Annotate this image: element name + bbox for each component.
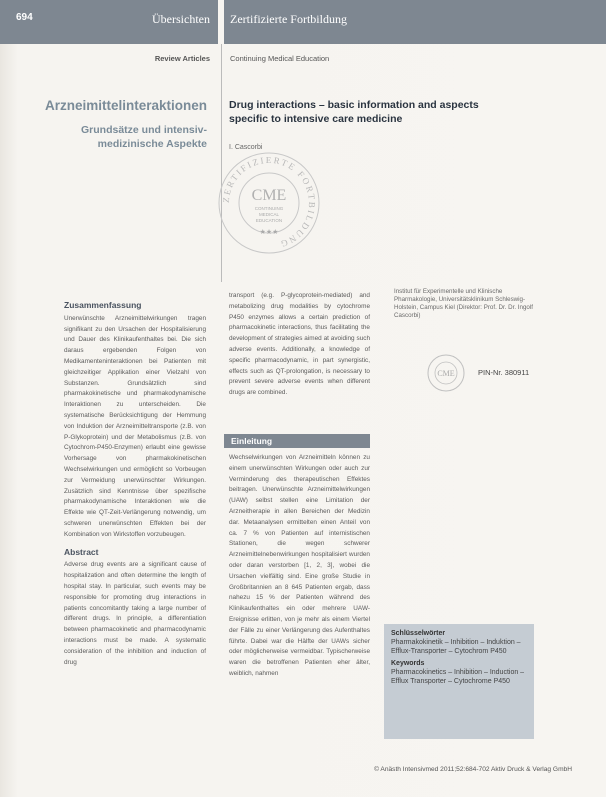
header-right-bar — [224, 0, 606, 44]
subheader-left: Review Articles — [154, 54, 210, 63]
cme-seal-icon — [216, 150, 322, 256]
zusammenfassung-heading: Zusammenfassung — [64, 300, 142, 310]
footer-copyright: © Anästh Intensivmed 2011;52:684-702 Aktiv Druck & Verlag GmbH — [374, 766, 572, 773]
cme-center-text: CME — [251, 187, 287, 204]
cme-small-center-text: CME — [437, 369, 455, 378]
einleitung-heading-bar — [224, 434, 370, 448]
svg-text:★★★: ★★★ — [259, 229, 279, 236]
keywords-de-heading: Schlüsselwörter — [391, 630, 446, 637]
section-label-de: Übersichten — [152, 12, 210, 26]
section-label-en: Zertifizierte Fortbildung — [230, 12, 347, 26]
einleitung-column — [229, 453, 370, 680]
author: I. Cascorbi — [229, 144, 263, 151]
page-number: 694 — [16, 12, 33, 23]
cme-line-3: EDUCATION — [255, 218, 283, 223]
keywords-en-heading: Keywords — [391, 660, 425, 667]
abstract-text: Adverse drug events are a significant cause of hospitalization and often determine the length of hospital stay. In particular, such events may be responsible for promoting drug interactions in patients concomitantly taking a large number of different drugs. In principle, a differentiation between pharmacokinetic and pharmacodynamic interactions must be made. A systematic consideration of the inhibition and induction of drug — [64, 561, 206, 666]
title-english: Drug interactions – basic information and aspects specific to intensive care medicine — [229, 99, 479, 125]
keywords-en: Pharmacokinetics – Inhibition – Induction – Efflux Transporter – Cytochrome P450 — [391, 669, 525, 685]
affiliation: Institut für Experimentelle und Klinische Pharmakologie, Universitätsklinikum Schleswig-Holstein, Campus Kiel (Direktor: Prof. Dr. Dr. Ingolf Cascorbi) — [394, 288, 533, 319]
abstract-heading: Abstract — [64, 546, 99, 557]
subheader-right: Continuing Medical Education — [230, 54, 330, 63]
title-german: Arzneimittelinteraktionen — [44, 98, 207, 113]
cme-ring-text: ZERTIFIZIERTE FORTBILDUNG — [220, 154, 318, 250]
keywords-box — [384, 624, 534, 739]
abstract-continued — [229, 291, 370, 399]
header-left-bar — [0, 0, 218, 44]
zusammenfassung-text: Unerwünschte Arzneimittelwirkungen tragen signifikant zu den Ursachen der Hospitalisierung und Dauer des Klinikaufenthaltes bei. Die sich daraus ergebenden Folgen von Medikamenteninteraktionen bei Patienten mit gleichzeitiger Applikation einer Vielzahl von Substanzen. Grundsätzlich sind pharmakokinetische und pharmakodynamische Interaktionen zu unterscheiden. Die systematische Berücksichtigung der Hemmung von Induktion der Arzneimitteltransporte (z.B. von P-Glykoprotein) und der Metabolismus (z.B. von Cytochrom-P450-Enzymen) erlaubt eine gewisse Vorhersage von pharmakokinetischen Wechselwirkungen und ermöglicht so Vorbeugen zur Vermeidung unerwünschter Wirkungen. Zusätzlich sind Kenntnisse über spezifische pharmakodynamische Interaktionen wie die Effekte wie QT-Zeit-Verlängerung notwendig, um schweren unerwünschten Effekten bei der Kombination von Wirkstoffen vorzubeugen. — [64, 314, 206, 538]
keywords-de: Pharmakokinetik – Inhibition – Induktion – Efflux-Transporter – Cytochrom P450 — [391, 639, 521, 655]
cme-line-2: MEDICAL — [258, 212, 280, 217]
pin-number: PIN-Nr. 380911 — [478, 368, 530, 377]
column-left — [64, 300, 206, 668]
einleitung-text: Wechselwirkungen von Arzneimitteln können zu einem unerwünschten Wirkungen oder auch zur Verminderung des therapeutischen Effektes beitragen. Unerwünschte Arzneimittelwirkungen (UAW) selbst stellen eine Limitation der Arzneitherapie in allen Bereichen der Medizin dar. Metaanalysen ermittelten einen Anteil von ca. 7 % von Patienten auf internistischen Stationen, die wegen schwerer Arzneimittelnebenwirkungen hospitalisiert wurden oder daran verstorben [1, 2, 3], wobei die Ursachen vielfältig sind. Eine große Studie in Großbritannien an 8 645 Patienten ergab, dass nahezu 15 % der Patienten während des Klinikaufenthaltes ein oder mehrere UAW-Ereignisse erlitten, von je mehr als einem Viertel der Fälle zu einer Verlängerung des Aufenthaltes führte. Dabei war die Hälfte der UAWs sicher oder möglicherweise vermeidbar. Typischerweise waren die betroffenen Patienten eher älter, weiblich, nahmen — [229, 454, 370, 677]
cme-line-1: CONTINUING — [254, 206, 284, 211]
einleitung-heading: Einleitung — [231, 436, 273, 446]
abstract-continued-text: transport (e.g. P-glycoprotein-mediated) and metabolizing drug modalities by cytochrome P450 enzymes allows a certain prediction of pharmacokinetic interactions, thus facilitating the development of strategies aimed at avoiding such adverse events. Additionally, a knowledge of specific pharmacodynamic, in part synergistic, effects such as QT-prolongation, is necessary to prevent severe adverse events when different drugs are combined. — [229, 292, 370, 397]
cme-small-seal-icon — [426, 353, 466, 393]
subtitle-german: Grundsätze und intensiv-medizinische Aspekte — [80, 124, 207, 150]
